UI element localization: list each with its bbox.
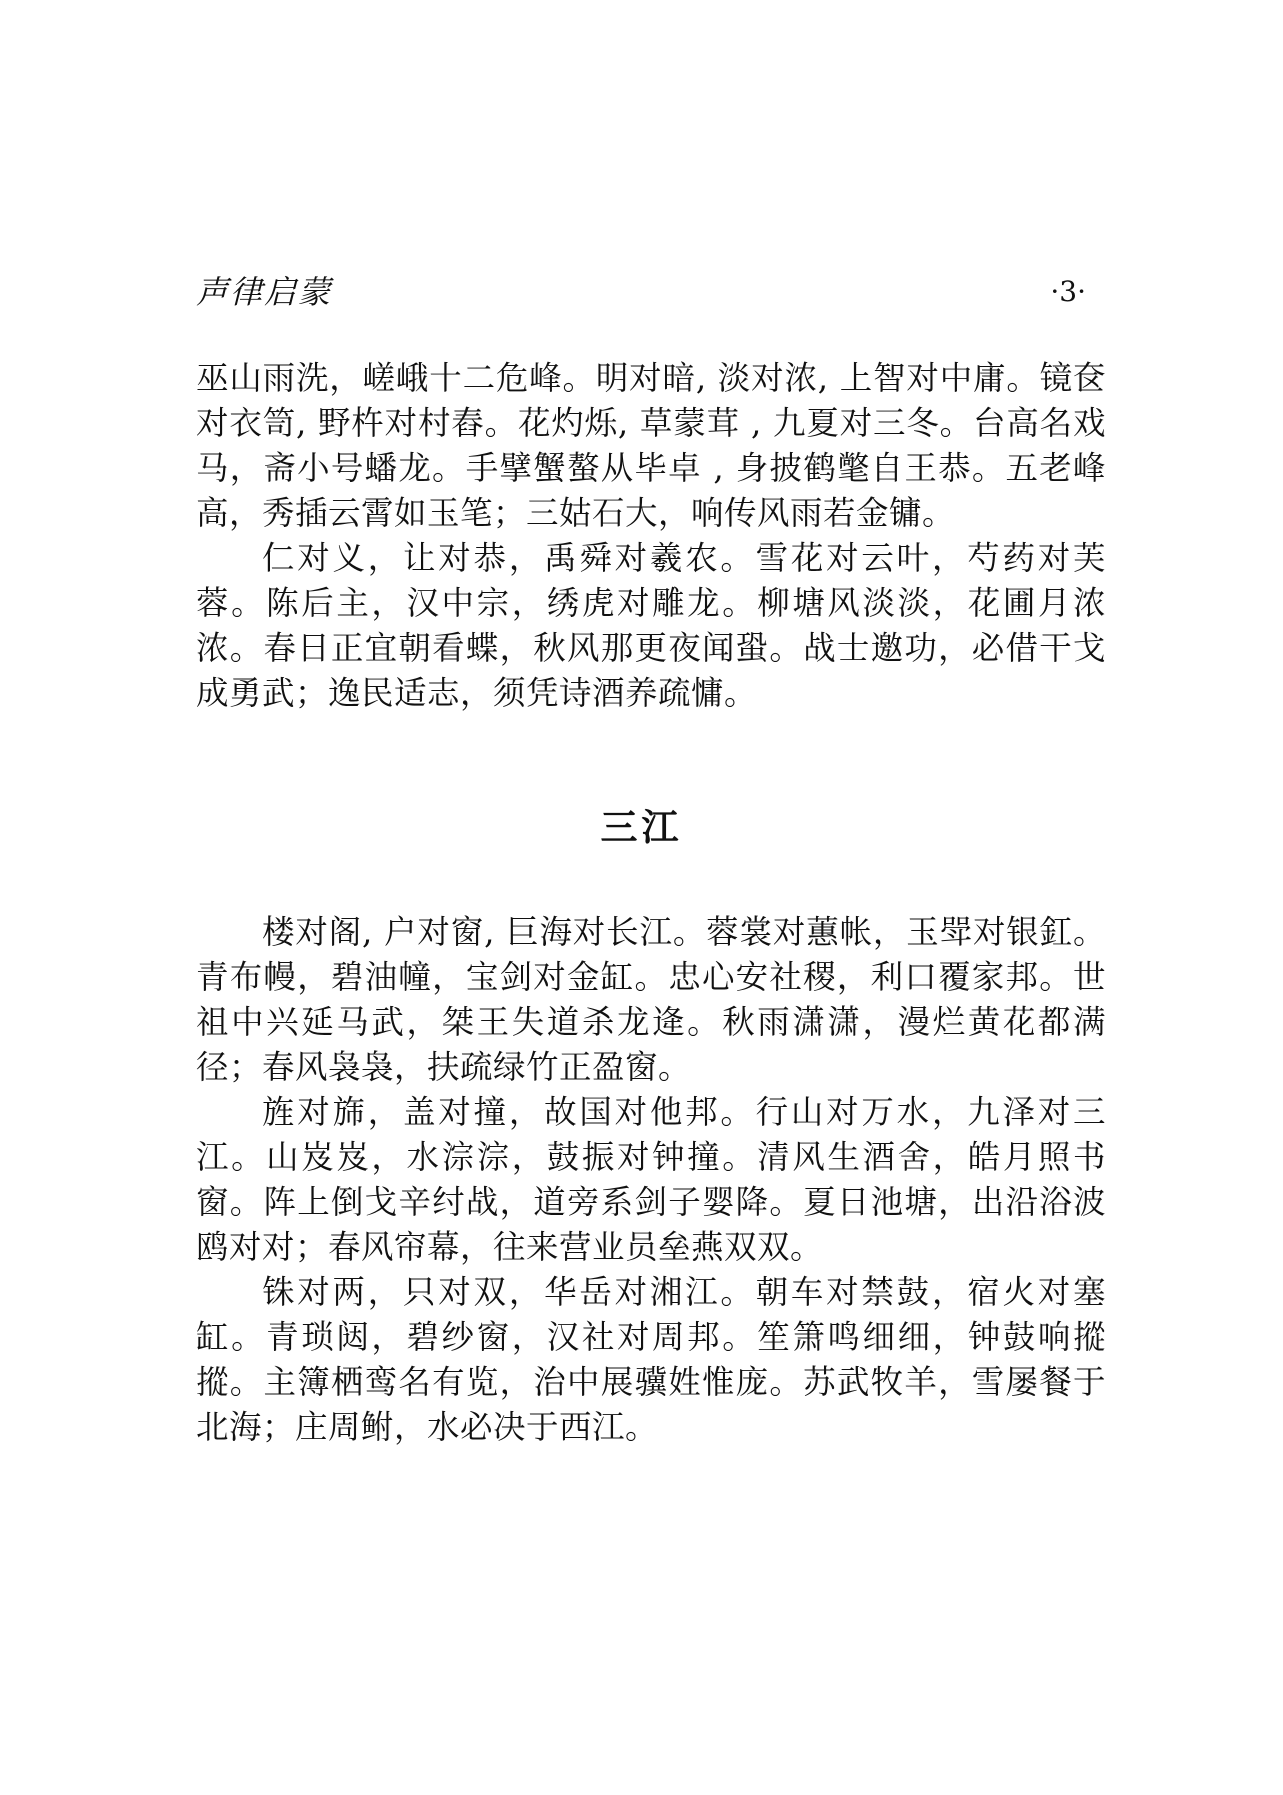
verse-paragraph: 旌对旆，盖对撞，故国对他邦。行山对万水，九泽对三江。山岌岌，水淙淙，鼓振对钟撞。清风生酒舍，皓月照书窗。阵上倒戈辛纣战，道旁系剑子婴降。夏日池塘，出沿浴波鸥对对；春风帘幕，往来营业员垒燕双双。 <box>196 1093 1106 1266</box>
section-title: 三江 <box>600 806 683 849</box>
verse-paragraph: 铢对两，只对双，华岳对湘江。朝车对禁鼓，宿火对塞缸。青琐闼，碧纱窗，汉社对周邦。笙箫鸣细细，钟鼓响摐摐。主簿栖鸾名有览，治中展骥姓惟庞。苏武牧羊，雪屡餐于北海；庄周鲋，水必决于西江。 <box>196 1273 1106 1446</box>
page-number: ·3· <box>1050 275 1086 308</box>
verse-paragraph: 楼对阁, 户对窗, 巨海对长江。蓉裳对蕙帐，玉斝对银釭。青布幔，碧油幢，宝剑对金缸。忠心安社稷，利口覆家邦。世祖中兴延马武，桀王失道杀龙逄。秋雨潇潇，漫烂黄花都满径；春风袅袅，扶疏绿竹正盈窗。 <box>196 913 1106 1086</box>
continued-verse-block <box>196 356 1106 716</box>
section-verse-block <box>196 910 1106 1450</box>
book-title: 声律启蒙 <box>196 273 333 311</box>
running-header <box>196 268 1086 316</box>
verse-paragraph: 仁对义，让对恭，禹舜对羲农。雪花对云叶，芍药对芙蓉。陈后主，汉中宗，绣虎对雕龙。柳塘风淡淡，花圃月浓浓。春日正宜朝看蝶，秋风那更夜闻蛩。战士邀功，必借干戈成勇武；逸民适志，须凭诗酒养疏慵。 <box>196 539 1106 712</box>
verse-paragraph: 巫山雨洗，嵯峨十二危峰。明对暗, 淡对浓, 上智对中庸。镜奁对衣笥, 野杵对村舂。花灼烁, 草蒙茸 , 九夏对三冬。台高名戏马，斋小号蟠龙。手擘蟹螯从毕卓 , 身披鹤氅自王恭。五老峰高，秀插云霄如玉笔；三姑石大，响传风雨若金镛。 <box>196 359 1106 532</box>
